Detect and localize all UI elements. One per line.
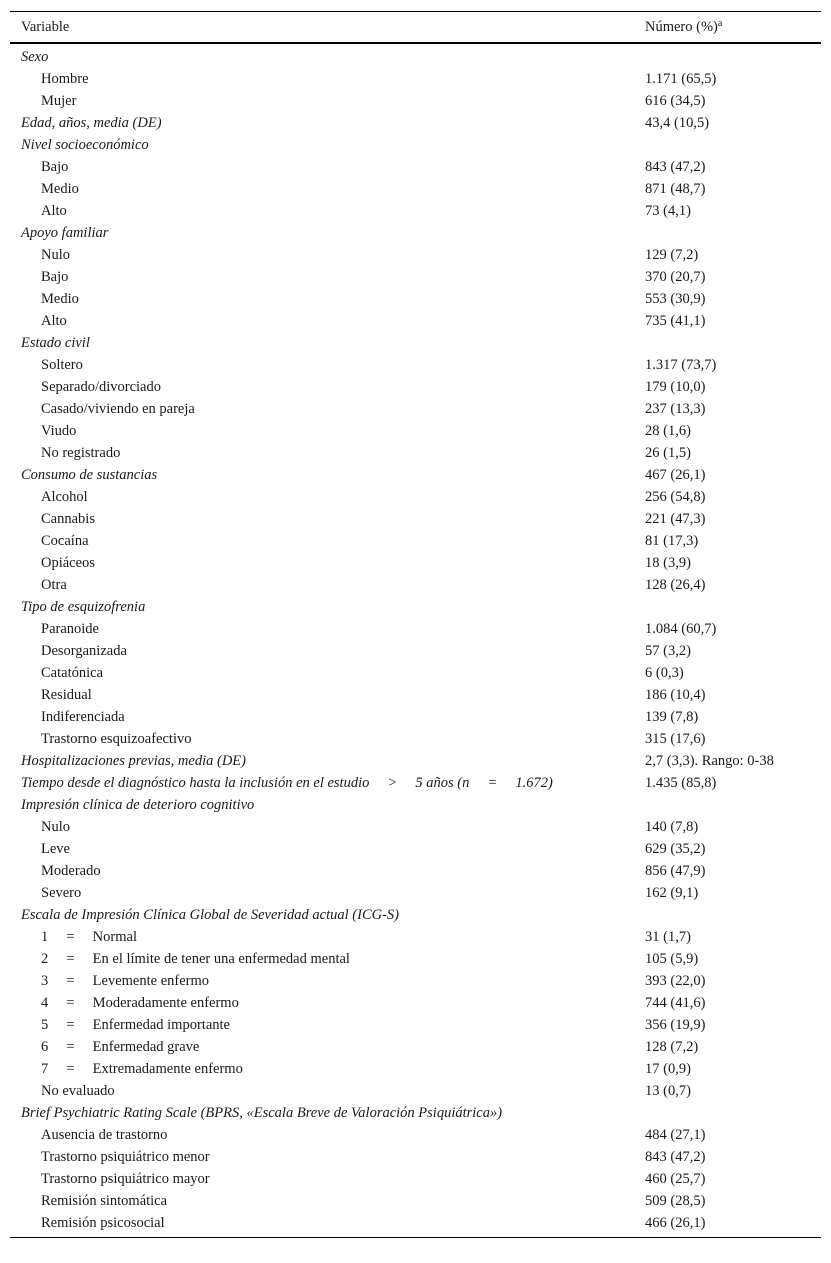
row-label: No registrado — [41, 445, 121, 461]
category-row — [10, 1102, 821, 1124]
row-label: No evaluado — [41, 1083, 115, 1099]
row-label: Trastorno psiquiátrico menor — [41, 1149, 210, 1165]
row-value: 162 (9,1) — [645, 885, 699, 901]
category-label: Tiempo desde el diagnóstico hasta la inclusión en el estudio > 5 años (n = 1.672) — [21, 775, 553, 791]
row-value: 393 (22,0) — [645, 973, 706, 989]
row-label: 6 = Enfermedad grave — [41, 1039, 200, 1055]
row-label: Bajo — [41, 159, 69, 175]
table-bottom-rule — [10, 1237, 821, 1238]
row-value: 186 (10,4) — [645, 687, 706, 703]
table-row — [10, 354, 821, 376]
table-row — [10, 486, 821, 508]
header-number-footnote: a — [717, 18, 723, 29]
row-label: Alto — [41, 313, 67, 329]
table-row — [10, 574, 821, 596]
table-row — [10, 992, 821, 1014]
row-value: 460 (25,7) — [645, 1171, 706, 1187]
row-label: 4 = Moderadamente enfermo — [41, 995, 239, 1011]
row-value: 467 (26,1) — [645, 467, 706, 483]
row-value: 43,4 (10,5) — [645, 115, 710, 131]
category-row — [10, 794, 821, 816]
table-header — [10, 12, 821, 44]
row-label: Nulo — [41, 819, 70, 835]
row-label: Leve — [41, 841, 70, 857]
table-row — [10, 706, 821, 728]
row-label: Trastorno esquizoafectivo — [41, 731, 192, 747]
table-row — [10, 398, 821, 420]
row-label: Medio — [41, 291, 79, 307]
row-label: 1 = Normal — [41, 929, 137, 945]
row-value: 553 (30,9) — [645, 291, 706, 307]
category-row — [10, 134, 821, 156]
header-variable: Variable — [21, 19, 70, 35]
table-row — [10, 244, 821, 266]
category-label: Apoyo familiar — [21, 225, 109, 241]
category-row — [10, 332, 821, 354]
row-value: 13 (0,7) — [645, 1083, 691, 1099]
table-row — [10, 1058, 821, 1080]
row-label: Otra — [41, 577, 67, 593]
category-row — [10, 904, 821, 926]
category-label: Consumo de sustancias — [21, 467, 158, 483]
table-row — [10, 926, 821, 948]
row-label: Cannabis — [41, 511, 95, 527]
category-label: Estado civil — [21, 335, 90, 351]
row-value: 843 (47,2) — [645, 1149, 706, 1165]
table-row — [10, 1212, 821, 1234]
category-label: Tipo de esquizofrenia — [21, 599, 146, 615]
table-row — [10, 508, 821, 530]
category-row — [10, 222, 821, 244]
table-row — [10, 266, 821, 288]
row-value: 128 (26,4) — [645, 577, 706, 593]
row-value: 237 (13,3) — [645, 401, 706, 417]
row-label: Hombre — [41, 71, 89, 87]
demographics-table — [10, 11, 821, 1238]
row-value: 1.171 (65,5) — [645, 71, 717, 87]
row-value: 139 (7,8) — [645, 709, 699, 725]
category-row — [10, 112, 821, 134]
row-value: 129 (7,2) — [645, 247, 699, 263]
table-row — [10, 1036, 821, 1058]
table-row — [10, 816, 821, 838]
table-row — [10, 728, 821, 750]
category-label: Nivel socioeconómico — [21, 137, 149, 153]
table-row — [10, 684, 821, 706]
row-value: 179 (10,0) — [645, 379, 706, 395]
row-label: Medio — [41, 181, 79, 197]
table-row — [10, 178, 821, 200]
table-row — [10, 1014, 821, 1036]
row-label: 3 = Levemente enfermo — [41, 973, 210, 989]
row-value: 484 (27,1) — [645, 1127, 706, 1143]
row-label: Paranoide — [41, 621, 99, 637]
row-value: 31 (1,7) — [645, 929, 691, 945]
row-label: Bajo — [41, 269, 69, 285]
row-label: Alcohol — [41, 489, 88, 505]
row-label: Alto — [41, 203, 67, 219]
row-value: 629 (35,2) — [645, 841, 706, 857]
category-label: Escala de Impresión Clínica Global de Severidad actual (ICG-S) — [21, 907, 399, 923]
row-label: Remisión sintomática — [41, 1193, 168, 1209]
row-value: 315 (17,6) — [645, 731, 706, 747]
row-value: 140 (7,8) — [645, 819, 699, 835]
row-value: 221 (47,3) — [645, 511, 706, 527]
row-value: 18 (3,9) — [645, 555, 691, 571]
row-label: Remisión psicosocial — [41, 1215, 165, 1231]
row-label: Viudo — [41, 423, 77, 439]
category-row — [10, 772, 821, 794]
table-row — [10, 948, 821, 970]
table-row — [10, 552, 821, 574]
table-row — [10, 838, 821, 860]
row-value: 871 (48,7) — [645, 181, 706, 197]
row-label: Desorganizada — [41, 643, 127, 659]
row-label: Separado/divorciado — [41, 379, 161, 395]
table-row — [10, 618, 821, 640]
row-value: 81 (17,3) — [645, 533, 699, 549]
table-row — [10, 68, 821, 90]
row-value: 616 (34,5) — [645, 93, 706, 109]
row-label: Catatónica — [41, 665, 104, 681]
row-value: 73 (4,1) — [645, 203, 691, 219]
row-label: Casado/viviendo en pareja — [41, 401, 195, 417]
table-row — [10, 530, 821, 552]
table-row — [10, 970, 821, 992]
row-value: 744 (41,6) — [645, 995, 706, 1011]
row-value: 356 (19,9) — [645, 1017, 706, 1033]
row-value: 856 (47,9) — [645, 863, 706, 879]
row-value: 370 (20,7) — [645, 269, 706, 285]
table-row — [10, 1124, 821, 1146]
header-number — [645, 19, 722, 36]
category-label: Brief Psychiatric Rating Scale (BPRS, «Escala Breve de Valoración Psiquiátrica») — [21, 1105, 503, 1121]
row-value: 26 (1,5) — [645, 445, 691, 461]
table-row — [10, 200, 821, 222]
table-row — [10, 640, 821, 662]
table-row — [10, 420, 821, 442]
table-row — [10, 310, 821, 332]
row-label: Residual — [41, 687, 92, 703]
row-label: Ausencia de trastorno — [41, 1127, 168, 1143]
row-value: 735 (41,1) — [645, 313, 706, 329]
row-label: Cocaína — [41, 533, 89, 549]
row-label: Severo — [41, 885, 82, 901]
category-row — [10, 464, 821, 486]
row-label: 2 = En el límite de tener una enfermedad mental — [41, 951, 350, 967]
row-value: 1.435 (85,8) — [645, 775, 717, 791]
row-label: Moderado — [41, 863, 101, 879]
row-label: 5 = Enfermedad importante — [41, 1017, 230, 1033]
table-row — [10, 860, 821, 882]
table-row — [10, 90, 821, 112]
table-body — [10, 44, 821, 1234]
row-value: 28 (1,6) — [645, 423, 691, 439]
table-row — [10, 1168, 821, 1190]
table-row — [10, 662, 821, 684]
row-value: 105 (5,9) — [645, 951, 699, 967]
table-row — [10, 376, 821, 398]
category-label: Hospitalizaciones previas, media (DE) — [21, 753, 246, 769]
category-row — [10, 46, 821, 68]
row-value: 509 (28,5) — [645, 1193, 706, 1209]
row-label: Mujer — [41, 93, 77, 109]
row-value: 6 (0,3) — [645, 665, 684, 681]
row-label: Trastorno psiquiátrico mayor — [41, 1171, 210, 1187]
row-value: 1.084 (60,7) — [645, 621, 717, 637]
row-label: Soltero — [41, 357, 83, 373]
table-row — [10, 288, 821, 310]
header-number-label: Número (%) — [645, 19, 718, 35]
row-value: 2,7 (3,3). Rango: 0-38 — [645, 753, 774, 769]
category-row — [10, 750, 821, 772]
row-label: Opiáceos — [41, 555, 95, 571]
row-value: 466 (26,1) — [645, 1215, 706, 1231]
table-row — [10, 156, 821, 178]
row-value: 128 (7,2) — [645, 1039, 699, 1055]
table-row — [10, 882, 821, 904]
category-label: Sexo — [21, 49, 49, 65]
row-value: 843 (47,2) — [645, 159, 706, 175]
category-row — [10, 596, 821, 618]
row-label: Nulo — [41, 247, 70, 263]
row-value: 17 (0,9) — [645, 1061, 691, 1077]
table-row — [10, 1146, 821, 1168]
row-label: 7 = Extremadamente enfermo — [41, 1061, 243, 1077]
table-row — [10, 1190, 821, 1212]
row-value: 57 (3,2) — [645, 643, 691, 659]
category-label: Edad, años, media (DE) — [21, 115, 162, 131]
row-label: Indiferenciada — [41, 709, 125, 725]
row-value: 256 (54,8) — [645, 489, 706, 505]
table-row — [10, 442, 821, 464]
category-label: Impresión clínica de deterioro cognitivo — [21, 797, 255, 813]
table-row — [10, 1080, 821, 1102]
row-value: 1.317 (73,7) — [645, 357, 717, 373]
